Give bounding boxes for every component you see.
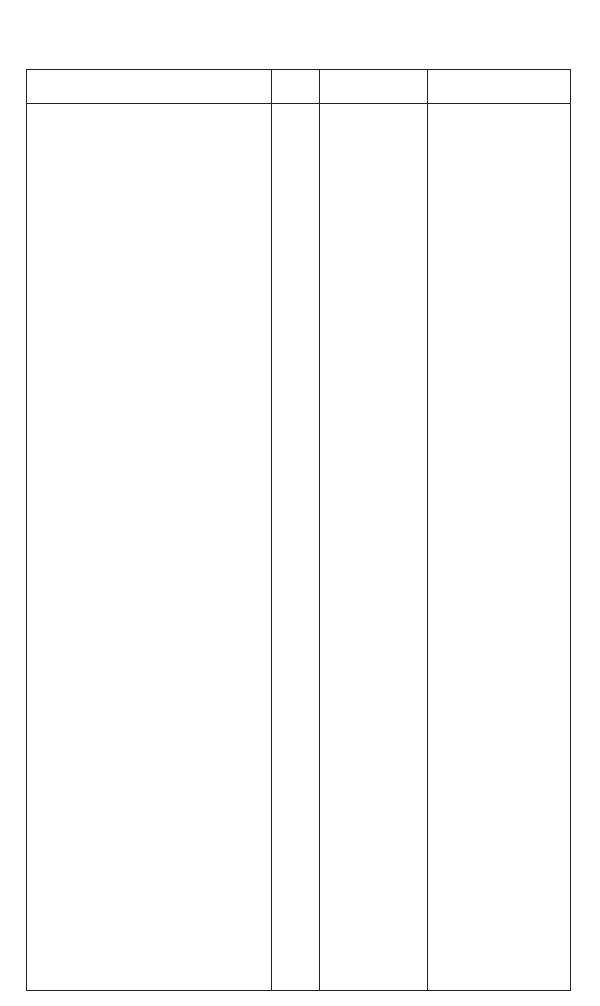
header-gun: [271, 70, 319, 104]
header-school: [27, 70, 271, 104]
table-header: [27, 70, 570, 104]
header-dept: [319, 70, 427, 104]
header-recruit: [427, 70, 572, 104]
recruitment-table: [26, 69, 571, 991]
